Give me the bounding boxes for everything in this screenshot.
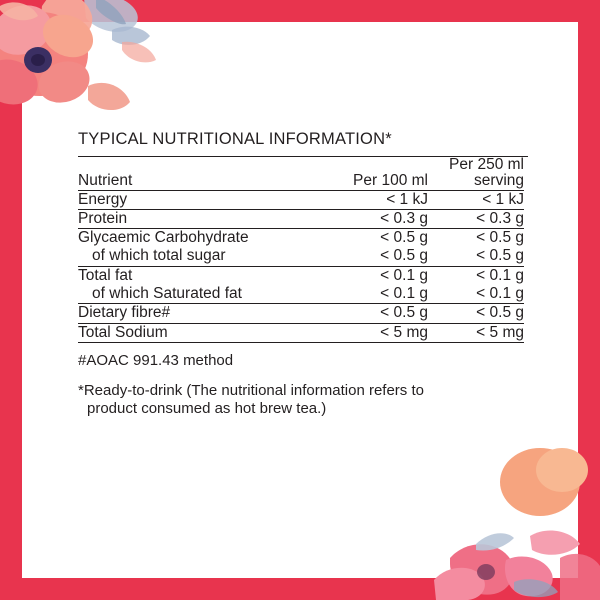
row-value-per-250ml-main: < 0.1 g — [476, 266, 524, 284]
row-value-per-100ml-main: < 1 kJ — [386, 190, 428, 208]
table-header — [78, 157, 524, 190]
page-title: TYPICAL NUTRITIONAL INFORMATION* — [78, 130, 528, 157]
row-label — [78, 229, 324, 267]
row-value-per-250ml — [428, 229, 524, 267]
row-label — [78, 190, 324, 209]
row-value-per-250ml — [428, 190, 524, 209]
row-value-per-250ml — [428, 323, 524, 342]
row-label-main: Protein — [78, 209, 128, 227]
column-header-per-250ml — [428, 157, 524, 190]
row-value-per-100ml-sub: < 0.1 g — [380, 284, 428, 302]
row-value-per-250ml — [428, 304, 524, 323]
footnote-ready-line1: *Ready-to-drink (The nutritional information refers to — [78, 381, 424, 399]
row-value-per-250ml-main: < 0.3 g — [476, 209, 524, 227]
row-value-per-100ml — [324, 266, 428, 304]
table-row — [78, 323, 524, 342]
row-label — [78, 209, 324, 228]
row-value-per-250ml — [428, 209, 524, 228]
row-value-per-100ml-main: < 0.5 g — [380, 229, 428, 247]
table-header-row — [78, 157, 524, 190]
table-body — [78, 190, 524, 342]
row-value-per-100ml — [324, 190, 428, 209]
row-value-per-100ml-main: < 0.3 g — [380, 209, 428, 227]
row-label-main: Dietary fibre# — [78, 304, 171, 322]
row-value-per-100ml — [324, 304, 428, 323]
row-value-per-250ml-main: < 0.5 g — [476, 304, 524, 322]
row-value-per-100ml — [324, 229, 428, 267]
table-row — [78, 266, 524, 304]
row-value-per-100ml-main: < 0.1 g — [380, 266, 428, 284]
row-value-per-250ml — [428, 266, 524, 304]
row-value-per-100ml — [324, 209, 428, 228]
row-label-main: Total fat — [78, 266, 133, 284]
row-label — [78, 304, 324, 323]
row-value-per-100ml-main: < 5 mg — [380, 323, 428, 341]
row-label-sub: of which Saturated fat — [92, 284, 242, 302]
row-label-sub: of which total sugar — [92, 247, 226, 265]
column-header-per-100ml: Per 100 ml — [324, 157, 428, 190]
footnote-method: #AOAC 991.43 method — [78, 351, 234, 369]
nutrition-content — [78, 130, 528, 419]
row-value-per-250ml-sub: < 0.5 g — [476, 247, 524, 265]
row-value-per-250ml-sub: < 0.1 g — [476, 284, 524, 302]
row-value-per-100ml — [324, 323, 428, 342]
footnote-ready-to-drink — [78, 382, 528, 420]
row-value-per-250ml-main: < 1 kJ — [482, 190, 524, 208]
table-row — [78, 190, 524, 209]
table-row — [78, 304, 524, 323]
row-value-per-100ml-sub: < 0.5 g — [380, 247, 428, 265]
row-value-per-250ml-main: < 5 mg — [476, 323, 524, 341]
column-header-per-250ml-line1: Per 250 ml — [449, 156, 524, 173]
column-header-per-250ml-line2: serving — [474, 172, 524, 190]
table-row — [78, 209, 524, 228]
row-label-main: Energy — [78, 190, 128, 208]
row-label-main: Glycaemic Carbohydrate — [78, 229, 249, 247]
row-label — [78, 323, 324, 342]
footnote-ready-line2: product consumed as hot brew tea.) — [87, 400, 327, 418]
row-label-main: Total Sodium — [78, 323, 168, 341]
column-header-nutrient: Nutrient — [78, 157, 324, 190]
table-row — [78, 229, 524, 267]
footnotes — [78, 352, 528, 419]
nutrition-table — [78, 157, 524, 343]
row-value-per-250ml-main: < 0.5 g — [476, 229, 524, 247]
row-label — [78, 266, 324, 304]
row-value-per-100ml-main: < 0.5 g — [380, 304, 428, 322]
